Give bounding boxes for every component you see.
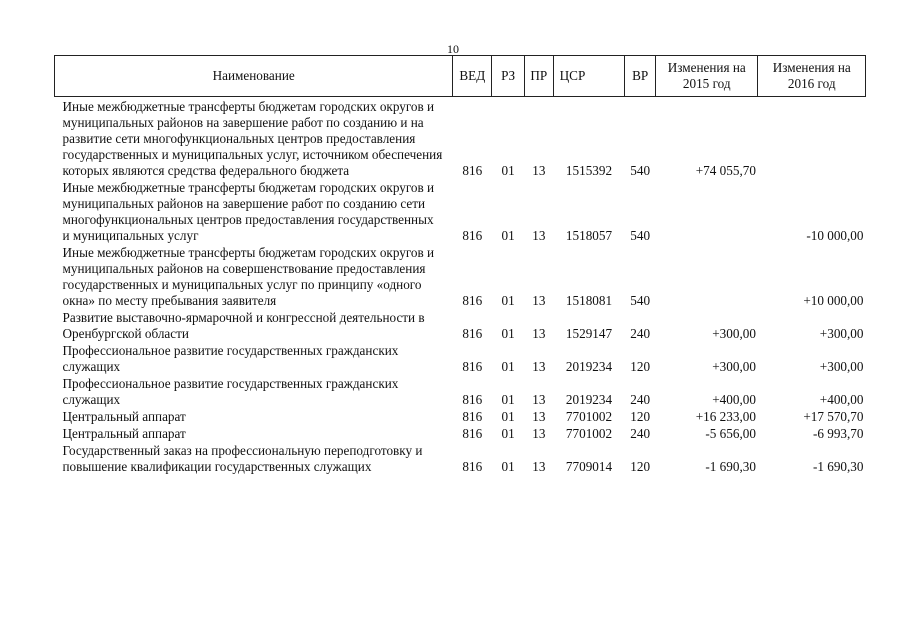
row-vr: 240 — [630, 426, 651, 441]
row-rz: 01 — [501, 459, 515, 474]
row-changes-2016: +300,00 — [819, 359, 864, 374]
row-changes-2015: +300,00 — [712, 326, 756, 341]
table-row — [55, 245, 866, 310]
row-changes-2015: +300,00 — [712, 359, 756, 374]
table-row — [55, 443, 866, 476]
row-ved: 816 — [462, 359, 483, 374]
row-pr: 13 — [532, 293, 546, 308]
page-number: 10 — [447, 42, 459, 56]
row-pr: 13 — [532, 326, 546, 341]
row-name: Профессиональное развитие государственных гражданских служащих — [62, 376, 399, 407]
row-name: Иные межбюджетные трансферты бюджетам городских округов и муниципальных районов на совершенствование предоставления государственных и муниципальных услуг по принципу «одного окна» по месту пребывания заявителя — [62, 245, 435, 308]
row-csr: 1529147 — [565, 326, 613, 341]
row-csr: 7701002 — [565, 426, 613, 441]
table-row — [55, 97, 866, 181]
table-row — [55, 376, 866, 409]
row-pr: 13 — [532, 392, 546, 407]
header-name: Наименование — [55, 56, 453, 97]
header-rz: РЗ — [492, 56, 525, 97]
row-changes-2016: +10 000,00 — [803, 293, 864, 308]
row-vr: 240 — [630, 392, 651, 407]
row-vr: 540 — [630, 228, 651, 243]
row-changes-2016: +400,00 — [819, 392, 864, 407]
row-name: Профессиональное развитие государственных гражданских служащих — [62, 343, 399, 374]
table-row — [55, 409, 866, 426]
row-rz: 01 — [501, 293, 515, 308]
row-changes-2015: -5 656,00 — [705, 426, 756, 441]
row-rz: 01 — [501, 409, 515, 424]
row-csr: 2019234 — [565, 359, 613, 374]
row-vr: 120 — [630, 409, 651, 424]
row-rz: 01 — [501, 163, 515, 178]
row-name: Иные межбюджетные трансферты бюджетам городских округов и муниципальных районов на завершение работ по созданию и на развитие сети многофункциональных центров предоставления государственных и муниципальных услуг, источником обеспечения которых являются средства федерального бюджета — [62, 99, 443, 178]
header-pr: ПР — [525, 56, 554, 97]
row-changes-2015: +74 055,70 — [695, 163, 756, 178]
row-changes-2015 — [656, 180, 758, 245]
row-changes-2015 — [656, 245, 758, 310]
row-pr: 13 — [532, 409, 546, 424]
row-pr: 13 — [532, 426, 546, 441]
table-header — [55, 56, 866, 97]
row-csr: 7709014 — [565, 459, 613, 474]
row-csr: 1518057 — [565, 228, 613, 243]
row-ved: 816 — [462, 293, 483, 308]
row-name: Иные межбюджетные трансферты бюджетам городских округов и муниципальных районов на завершение работ по созданию сети многофункциональных центров предоставления государственных и муниципальных услуг — [62, 180, 435, 243]
row-vr: 540 — [630, 163, 651, 178]
table-body — [55, 97, 866, 477]
row-changes-2015: +400,00 — [712, 392, 756, 407]
row-changes-2016: -6 993,70 — [812, 426, 864, 441]
row-csr: 7701002 — [565, 409, 613, 424]
row-ved: 816 — [462, 459, 483, 474]
row-changes-2016 — [758, 97, 866, 181]
row-vr: 120 — [630, 359, 651, 374]
row-pr: 13 — [532, 163, 546, 178]
row-vr: 120 — [630, 459, 651, 474]
row-ved: 816 — [462, 426, 483, 441]
row-ved: 816 — [462, 409, 483, 424]
header-changes-2016: Изменения на 2016 год — [758, 56, 866, 97]
table-row — [55, 343, 866, 376]
row-ved: 816 — [462, 326, 483, 341]
table-row — [55, 180, 866, 245]
row-pr: 13 — [532, 359, 546, 374]
row-csr: 1518081 — [565, 293, 613, 308]
row-name: Развитие выставочно-ярмарочной и конгрессной деятельности в Оренбургской области — [62, 310, 425, 341]
row-changes-2015: -1 690,30 — [705, 459, 756, 474]
header-ved: ВЕД — [453, 56, 492, 97]
row-name: Государственный заказ на профессиональную переподготовку и повышение квалификации государственных служащих — [62, 443, 423, 474]
row-rz: 01 — [501, 326, 515, 341]
row-name: Центральный аппарат — [62, 426, 186, 441]
row-ved: 816 — [462, 392, 483, 407]
row-changes-2016: -1 690,30 — [812, 459, 864, 474]
table-row — [55, 310, 866, 343]
row-rz: 01 — [501, 426, 515, 441]
header-changes-2015: Изменения на 2015 год — [656, 56, 758, 97]
row-changes-2016: -10 000,00 — [806, 228, 864, 243]
row-rz: 01 — [501, 392, 515, 407]
row-csr: 1515392 — [565, 163, 613, 178]
row-changes-2016: +17 570,70 — [803, 409, 864, 424]
row-name: Центральный аппарат — [62, 409, 186, 424]
row-ved: 816 — [462, 228, 483, 243]
table-row — [55, 426, 866, 443]
header-csr: ЦСР — [553, 56, 625, 97]
row-rz: 01 — [501, 359, 515, 374]
row-ved: 816 — [462, 163, 483, 178]
header-vr: ВР — [625, 56, 656, 97]
row-rz: 01 — [501, 228, 515, 243]
row-vr: 240 — [630, 326, 651, 341]
row-changes-2015: +16 233,00 — [695, 409, 756, 424]
row-pr: 13 — [532, 228, 546, 243]
row-changes-2016: +300,00 — [819, 326, 864, 341]
budget-table — [54, 55, 866, 476]
row-csr: 2019234 — [565, 392, 613, 407]
row-vr: 540 — [630, 293, 651, 308]
row-pr: 13 — [532, 459, 546, 474]
